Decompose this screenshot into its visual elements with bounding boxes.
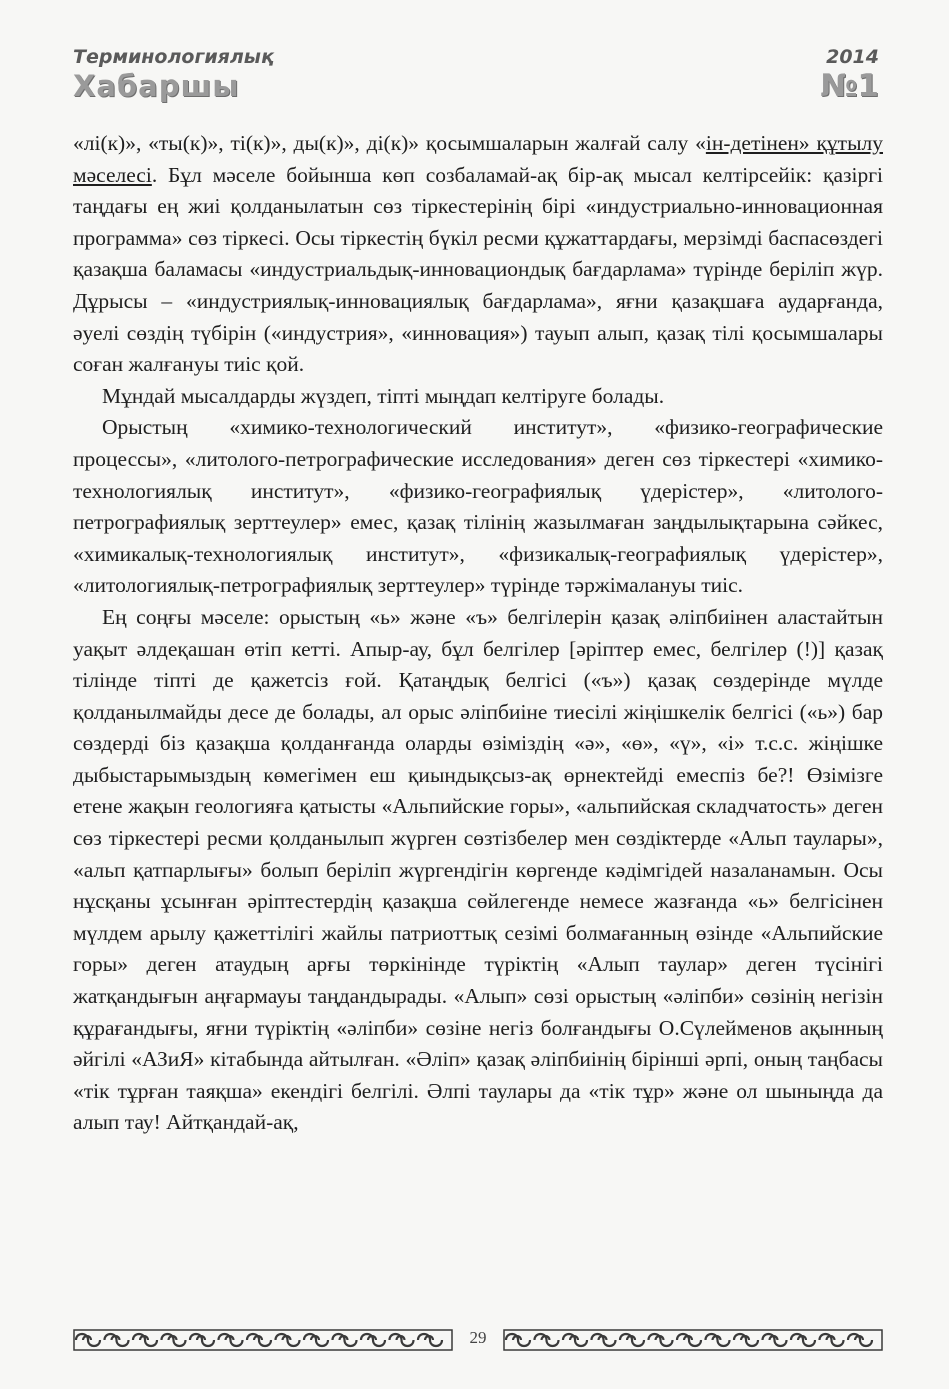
ornament-left-icon bbox=[73, 1329, 453, 1351]
page-number: 29 bbox=[469, 1328, 487, 1347]
page-footer bbox=[73, 1325, 883, 1355]
paragraph-1 bbox=[73, 128, 883, 381]
paragraph-3: Орыстың «химико-технологический институт», «физико-географические процессы», «литолого-петрографические исследования» деген сөз тіркестері «химико-технологиялық институт», «физико-географиялық үдерістер», «литолого-петрографиялық зерттеулер» емес, қазақ тілінің жазылмаған заңдылықтарына сәйкес, «химикалық-технологиялық институт», «физикалық-географиялық үдерістер», «литологиялық-петрографиялық зерттеулер» түрінде тәржімалануы тиіс. bbox=[73, 415, 883, 598]
journal-title-line2: Хабаршы bbox=[73, 69, 240, 103]
paragraph-2: Мұндай мысалдарды жүздеп, тіпті мыңдап келтіруге болады. bbox=[102, 383, 665, 408]
issue-year: 2014 bbox=[826, 46, 879, 68]
journal-title-line1: Терминологиялық bbox=[73, 46, 274, 68]
article-body bbox=[73, 128, 883, 1139]
paragraph-1-rest: . Бұл мәселе бойынша көп созбаламай-ақ бір-ақ мысал келтірсейік: қазіргі таңдағы ең жиі қолданылатын сөз тіркестерінің бірі «индустриально-инновационная программа» сөз тіркесі. Осы тіркестің бүкіл ресми құжаттардағы, мерзімді баспасөздегі қазақша баламасы «индустриальдық-инновациондық бағдарлама» түрінде беріліп жүр. Дұрысы – «индустриялық-инновациялық бағдарлама», яғни қазақшаға аударғанда, әуелі сөздің түбірін («индустрия», «инновация») тауып алып, қазақ тілі қосымшалары соған жалғануы тиіс қой. bbox=[73, 162, 883, 377]
paragraph-4: Ең соңғы мәселе: орыстың «ь» және «ъ» белгілерін қазақ әліпбиінен аластайтын уақыт әлдеқашан өтіп кетті. Апыр-ау, бұл белгілер [әріптер емес, белгілер (!)] қазақ тілінде тіпті де қажетсіз ғой. Қатаңдық белгісі («ъ») қазақ сөздерінде мүлде қолданылмайды десе де болады, ал орыс әліпбиіне тиесілі жіңішкелік белгісі («ь») бар сөздерді біз қазақша қолданғанда оларды өзіміздің «ә», «ө», «ү», «і» т.с.с. жіңішке дыбыстарымыздың көмегімен еш қиындықсыз-ақ өрнектейді емеспіз бе?! Өзімізге етене жақын геологияға қатысты «Альпийские горы», «альпийская складчатость» деген сөз тіркестері ресми қолданылып жүрген сөзтізбелер мен сөздіктерде «Альп таулары», «альп қатпарлығы» болып беріліп жүргендігін көргенде кәдімгідей назаланамын. Осы нұсқаны ұсынған әріптестердің қазақша сөйлегенде немесе жазғанда «ь» белгісінен мүлдем арылу қажеттілігі жайлы патриоттық сезімі болмағанның өзінде «Альпийские горы» деген атаудың арғы төркінінде түріктің «Алып таулар» деген түсінігі жатқандығын аңғармауы таңдандырады. «Алып» сөзі орыстың «әліпби» сөзінің негізін құрағандығы, яғни түріктің «әліпби» сөзіне негіз болғандығы О.Сүлейменов ақынның әйгілі «АЗиЯ» кітабында айтылған. «Әліп» қазақ әліпбиінің бірінші әрпі, оның таңбасы «тік тұрған таяқша» екендігі белгілі. Әлпі таулары да «тік тұр» және ол шыныңда да алып тау! Айтқандай-ақ, bbox=[73, 604, 883, 1135]
underlined-phrase: ін-детінен» құтылу мәселесі bbox=[73, 131, 883, 187]
header-top-line bbox=[73, 46, 879, 70]
ornament-right-icon bbox=[503, 1329, 883, 1351]
issue-number: №1 bbox=[820, 68, 879, 104]
page-header bbox=[73, 42, 879, 104]
paragraph-1-start: «лі(к)», «ты(к)», ті(к)», ды(к)», ді(к)» қосымшаларын жалғай салу « bbox=[73, 131, 706, 155]
